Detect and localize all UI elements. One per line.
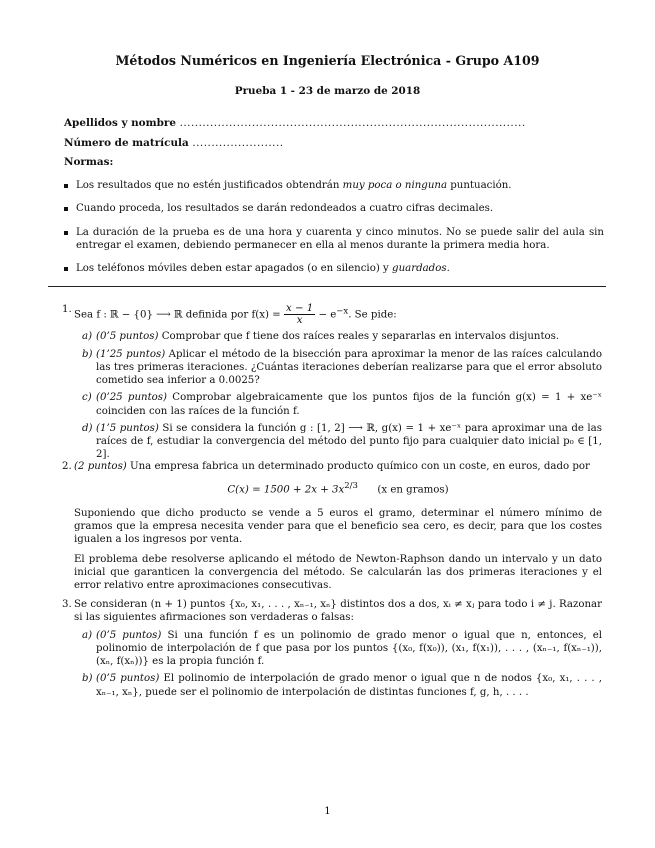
question-part: a) (0’5 puntos) Si una función f es un polinomio de grado menor o igual que n, entonces, el polinomio de interpolación de f que pasa por los puntos {(x₀, f(x₀)), (x₁, f(x₁)), . . . , (xₙ₋₁, f(xₙ₋₁)), (xₙ, f(xₙ))} es la propia función f. [82, 629, 602, 667]
name-label: Apellidos y nombre [64, 117, 176, 129]
question-number: 3. [62, 599, 72, 610]
question-3-parts [62, 629, 602, 699]
question-number: 2. [62, 461, 72, 472]
question-part: a) (0’5 puntos) Comprobar que f tiene dos raíces reales y separarlas en intervalos disjuntos. [82, 331, 560, 343]
cost-formula: $C(x) = 1500 + 2x + 3x^{2/3}$ (x en gramos) [227, 481, 449, 496]
question-3 [62, 598, 602, 699]
question-2-intro: (2 puntos) Una empresa fabrica un determinado producto químico con un coste, en euros, dado por [74, 461, 590, 472]
question-part: b) (1’25 puntos) Aplicar el método de la bisección para aproximar la menor de las raíces calculando las tres primeras iteraciones. ¿Cuántas iteraciones deberían realizarse para que el error absoluto cometido sea inferior a 0.0025? [82, 348, 602, 387]
question-part: c) (0’25 puntos) Comprobar algebraicamente que los puntos fijos de la función g(x) = 1 + xe⁻ˣ coinciden con las raíces de la función f. [82, 392, 602, 417]
rule-item: Los teléfonos móviles deben estar apagados (o en silencio) y guardados. [64, 262, 604, 275]
name-dots: ........................................................................................... [179, 117, 526, 129]
exam-title: Métodos Numéricos en Ingeniería Electrónica - Grupo A109 [115, 53, 540, 68]
question-2 [62, 460, 602, 592]
question-1-parts [62, 330, 602, 461]
id-label: Número de matrícula [64, 137, 189, 149]
question-3-intro: Se consideran (n + 1) puntos {x₀, x₁, . . . , xₙ₋₁, xₙ} distintos dos a dos, xᵢ ≠ xⱼ para todo i ≠ j. Razonar si las siguientes afirmaciones son verdaderas o falsas: [74, 599, 602, 624]
fraction: $\frac{x - 1}{x}$ [285, 303, 314, 327]
question-number: 1. [62, 304, 72, 315]
question-2-paragraph: Suponiendo que dicho producto se vende a 5 euros el gramo, determinar el número mínimo de gramos que la empresa necesita vender para que el beneficio sea cero, es decir, para que los costes igualen a los ingresos por venta. [74, 507, 602, 546]
name-field [64, 117, 526, 131]
page-number: 1 [324, 806, 331, 817]
rule-item: La duración de la prueba es de una hora y cuarenta y cinco minutos. No se puede salir del aula sin entregar el examen, debiendo permanecer en ella al menos durante la primera media hora. [64, 226, 604, 253]
question-part: b) (0’5 puntos) El polinomio de interpolación de grado menor o igual que n de nodos {x₀, x₁, . . . , xₙ₋₁, xₙ}, puede ser el polinomio de interpolación de distintas funciones f, g, h, . . . . [82, 673, 602, 698]
question-2-paragraph: El problema debe resolverse aplicando el método de Newton-Raphson dando un intervalo y un dato inicial que garanticen la convergencia del método. Se calcularán las dos primeras iteraciones y el error relativo entre aproximaciones consecutivas. [74, 553, 602, 592]
id-dots: ........................ [192, 137, 284, 149]
exam-subtitle: Prueba 1 - 23 de marzo de 2018 [234, 85, 421, 97]
rules-list [64, 179, 604, 285]
id-field [64, 137, 284, 151]
rules-heading: Normas: [64, 156, 114, 168]
question-1-intro: Sea f : ℝ − {0} ⟶ ℝ definida por f(x) = $\frac{x - 1}{x}$ − $e^{-x}$. Se pide: [74, 303, 397, 327]
rule-item: Cuando proceda, los resultados se darán redondeados a cuatro cifras decimales. [64, 202, 604, 215]
question-part: d) (1’5 puntos) Si se considera la función g : [1, 2] ⟶ ℝ, g(x) = 1 + xe⁻ˣ para aproximar una de las raíces de f, estudiar la convergencia del método del punto fijo para cualquier dato inicial p₀ ∈ [1, 2]. [82, 422, 602, 461]
section-divider [48, 286, 606, 287]
question-1 [62, 303, 602, 462]
rule-item: Los resultados que no estén justificados obtendrán muy poca o ninguna puntuación. [64, 179, 604, 192]
